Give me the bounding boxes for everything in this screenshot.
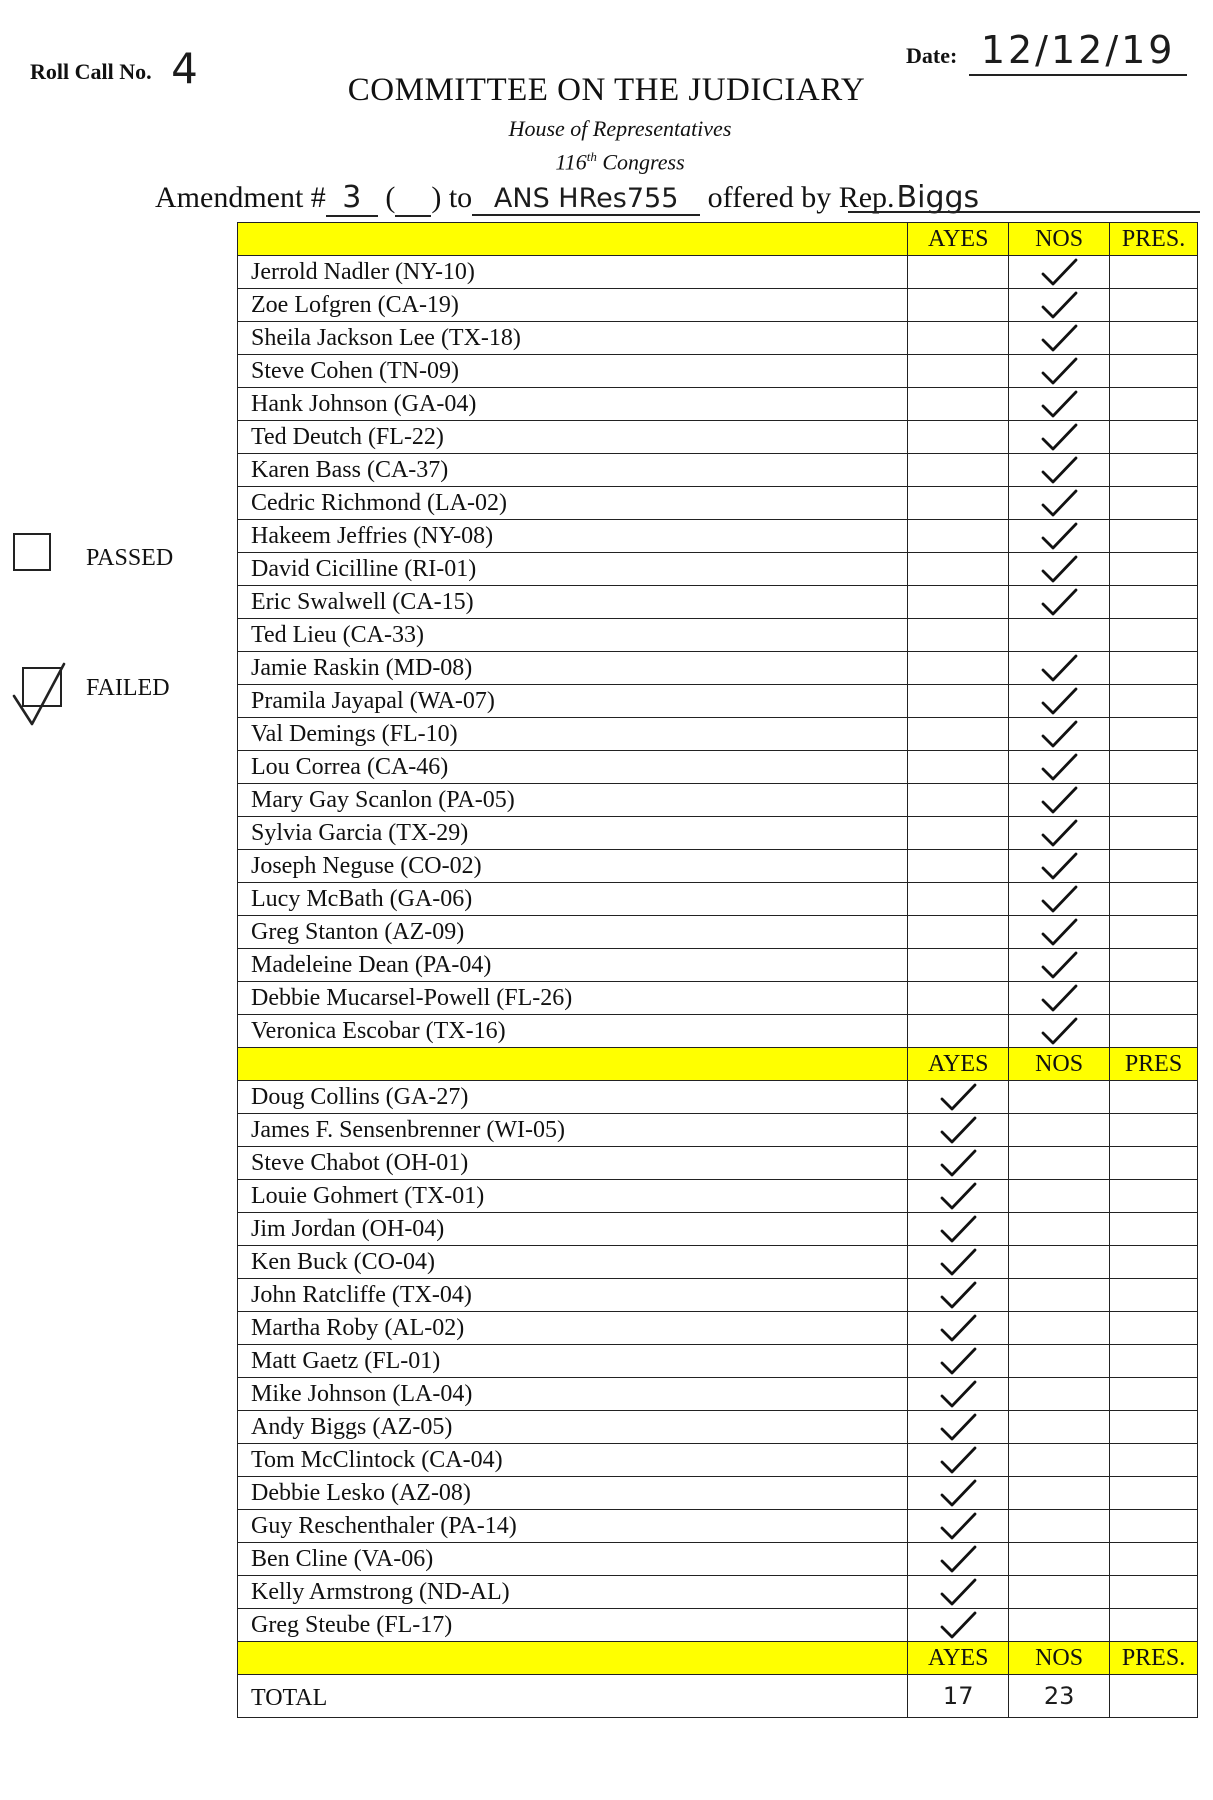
member-name: Greg Steube (FL-17): [238, 1609, 908, 1642]
passed-label: PASSED: [86, 545, 174, 571]
check-mark-icon: [1039, 785, 1079, 815]
failed-check-icon: [8, 660, 68, 730]
member-row: [238, 1411, 1198, 1444]
member-row: [238, 949, 1198, 982]
member-name: John Ratcliffe (TX-04): [238, 1279, 908, 1312]
member-row: [238, 454, 1198, 487]
nos-cell: [1009, 949, 1110, 982]
pres-cell: [1110, 1378, 1198, 1411]
member-name: Ted Lieu (CA-33): [238, 619, 908, 652]
ayes-cell: [908, 1510, 1009, 1543]
pres-cell: [1110, 1312, 1198, 1345]
member-name: Louie Gohmert (TX-01): [238, 1180, 908, 1213]
pres-cell: [1110, 1015, 1198, 1048]
ayes-cell: [908, 1609, 1009, 1642]
check-mark-icon: [1039, 290, 1079, 320]
pres-cell: [1110, 421, 1198, 454]
pres-header: PRES.: [1110, 1642, 1198, 1675]
member-name: Matt Gaetz (FL-01): [238, 1345, 908, 1378]
pres-cell: [1110, 355, 1198, 388]
pres-cell: [1110, 1609, 1198, 1642]
nos-cell: [1009, 718, 1110, 751]
member-name: Debbie Lesko (AZ-08): [238, 1477, 908, 1510]
nos-cell: [1009, 1411, 1110, 1444]
ayes-cell: [908, 1345, 1009, 1378]
pres-cell: [1110, 520, 1198, 553]
member-row: [238, 586, 1198, 619]
ayes-cell: [908, 850, 1009, 883]
nos-cell: [1009, 916, 1110, 949]
pres-cell: [1110, 784, 1198, 817]
nos-cell: [1009, 751, 1110, 784]
ayes-cell: [908, 520, 1009, 553]
nos-cell: [1009, 1081, 1110, 1114]
ayes-cell: [908, 1015, 1009, 1048]
check-mark-icon: [938, 1412, 978, 1442]
nos-cell: [1009, 520, 1110, 553]
pres-cell: [1110, 1147, 1198, 1180]
nos-cell: [1009, 289, 1110, 322]
roll-call-table: [237, 222, 1198, 1718]
ayes-cell: [908, 1543, 1009, 1576]
pres-cell: [1110, 1213, 1198, 1246]
member-name: Veronica Escobar (TX-16): [238, 1015, 908, 1048]
member-row: [238, 883, 1198, 916]
check-mark-icon: [938, 1544, 978, 1574]
pres-cell: [1110, 586, 1198, 619]
check-mark-icon: [938, 1379, 978, 1409]
pres-header: PRES.: [1110, 223, 1198, 256]
nos-cell: [1009, 1576, 1110, 1609]
pres-header: PRES: [1110, 1048, 1198, 1081]
member-name: Pramila Jayapal (WA-07): [238, 685, 908, 718]
member-name: Mike Johnson (LA-04): [238, 1378, 908, 1411]
member-row: [238, 1345, 1198, 1378]
pres-cell: [1110, 1576, 1198, 1609]
nos-cell: [1009, 817, 1110, 850]
ayes-cell: [908, 256, 1009, 289]
nos-cell: [1009, 1312, 1110, 1345]
pres-cell: [1110, 1510, 1198, 1543]
member-name: Jerrold Nadler (NY-10): [238, 256, 908, 289]
ayes-cell: [908, 1576, 1009, 1609]
pres-cell: [1110, 454, 1198, 487]
member-row: [238, 817, 1198, 850]
ayes-cell: [908, 586, 1009, 619]
member-row: [238, 784, 1198, 817]
member-name: Val Demings (FL-10): [238, 718, 908, 751]
member-name: Lucy McBath (GA-06): [238, 883, 908, 916]
member-name: Steve Cohen (TN-09): [238, 355, 908, 388]
member-name: Andy Biggs (AZ-05): [238, 1411, 908, 1444]
congress-suffix: th: [586, 149, 597, 164]
check-mark-icon: [938, 1610, 978, 1640]
total-nos: 23: [1009, 1675, 1110, 1718]
member-row: [238, 850, 1198, 883]
pres-cell: [1110, 982, 1198, 1015]
amendment-paren-close: ): [431, 181, 442, 214]
check-mark-icon: [1039, 818, 1079, 848]
nos-cell: [1009, 1147, 1110, 1180]
member-name: Lou Correa (CA-46): [238, 751, 908, 784]
check-mark-icon: [1039, 257, 1079, 287]
to-label: to: [448, 181, 473, 214]
roll-call-label: Roll Call No.: [30, 59, 152, 84]
ayes-cell: [908, 949, 1009, 982]
check-mark-icon: [1039, 356, 1079, 386]
ayes-cell: [908, 1147, 1009, 1180]
member-name: Sheila Jackson Lee (TX-18): [238, 322, 908, 355]
nos-cell: [1009, 586, 1110, 619]
pres-cell: [1110, 1345, 1198, 1378]
header-blank: [238, 1048, 908, 1081]
ayes-cell: [908, 1279, 1009, 1312]
member-row: [238, 916, 1198, 949]
ayes-cell: [908, 1312, 1009, 1345]
nos-header: NOS: [1009, 223, 1110, 256]
header-blank: [238, 223, 908, 256]
nos-cell: [1009, 784, 1110, 817]
member-row: [238, 619, 1198, 652]
pres-cell: [1110, 1411, 1198, 1444]
nos-cell: [1009, 883, 1110, 916]
member-name: Guy Reschenthaler (PA-14): [238, 1510, 908, 1543]
member-name: Ken Buck (CO-04): [238, 1246, 908, 1279]
nos-cell: [1009, 553, 1110, 586]
offered-by-label: offered by Rep.: [707, 181, 895, 214]
member-row: [238, 487, 1198, 520]
nos-cell: [1009, 1213, 1110, 1246]
ayes-cell: [908, 1411, 1009, 1444]
member-row: [238, 1279, 1198, 1312]
check-mark-icon: [1039, 587, 1079, 617]
pres-cell: [1110, 1279, 1198, 1312]
amendment-sub-blank: [395, 181, 431, 217]
nos-cell: [1009, 454, 1110, 487]
member-row: [238, 1180, 1198, 1213]
pres-cell: [1110, 1444, 1198, 1477]
nos-cell: [1009, 982, 1110, 1015]
check-mark-icon: [1039, 323, 1079, 353]
member-name: Greg Stanton (AZ-09): [238, 916, 908, 949]
pres-cell: [1110, 1114, 1198, 1147]
nos-cell: [1009, 355, 1110, 388]
check-mark-icon: [1039, 521, 1079, 551]
nos-header: NOS: [1009, 1642, 1110, 1675]
member-row: [238, 553, 1198, 586]
roll-call-number: 4: [171, 44, 198, 93]
ayes-cell: [908, 982, 1009, 1015]
check-mark-icon: [938, 1181, 978, 1211]
check-mark-icon: [938, 1346, 978, 1376]
nos-cell: [1009, 685, 1110, 718]
member-row: [238, 1114, 1198, 1147]
member-row: [238, 1312, 1198, 1345]
check-mark-icon: [1039, 488, 1079, 518]
pres-cell: [1110, 553, 1198, 586]
nos-cell: [1009, 1246, 1110, 1279]
member-row: [238, 751, 1198, 784]
nos-cell: [1009, 1180, 1110, 1213]
nos-cell: [1009, 322, 1110, 355]
member-row: [238, 1147, 1198, 1180]
ayes-cell: [908, 652, 1009, 685]
totals-header-row: [238, 1642, 1198, 1675]
check-mark-icon: [1039, 389, 1079, 419]
check-mark-icon: [938, 1445, 978, 1475]
member-name: David Cicilline (RI-01): [238, 553, 908, 586]
ayes-cell: [908, 454, 1009, 487]
pres-cell: [1110, 289, 1198, 322]
pres-cell: [1110, 883, 1198, 916]
member-row: [238, 1081, 1198, 1114]
ayes-header: AYES: [908, 223, 1009, 256]
member-name: Cedric Richmond (LA-02): [238, 487, 908, 520]
ayes-cell: [908, 1213, 1009, 1246]
member-row: [238, 520, 1198, 553]
pres-cell: [1110, 487, 1198, 520]
member-name: Steve Chabot (OH-01): [238, 1147, 908, 1180]
pres-cell: [1110, 1081, 1198, 1114]
ayes-cell: [908, 784, 1009, 817]
ayes-cell: [908, 487, 1009, 520]
check-mark-icon: [1039, 1016, 1079, 1046]
date-label: Date:: [906, 43, 958, 68]
ayes-cell: [908, 1444, 1009, 1477]
passed-checkbox: [13, 533, 51, 571]
member-row: [238, 1576, 1198, 1609]
check-mark-icon: [938, 1214, 978, 1244]
check-mark-icon: [1039, 719, 1079, 749]
member-row: [238, 256, 1198, 289]
ayes-header: AYES: [908, 1642, 1009, 1675]
chamber-subtitle: House of Representatives: [508, 116, 732, 141]
ayes-cell: [908, 916, 1009, 949]
member-name: Hank Johnson (GA-04): [238, 388, 908, 421]
pres-cell: [1110, 949, 1198, 982]
failed-label: FAILED: [86, 675, 170, 701]
ayes-cell: [908, 1477, 1009, 1510]
member-name: Madeleine Dean (PA-04): [238, 949, 908, 982]
pres-cell: [1110, 751, 1198, 784]
check-mark-icon: [938, 1577, 978, 1607]
nos-cell: [1009, 388, 1110, 421]
check-mark-icon: [938, 1478, 978, 1508]
nos-cell: [1009, 1444, 1110, 1477]
member-name: James F. Sensenbrenner (WI-05): [238, 1114, 908, 1147]
ayes-cell: [908, 751, 1009, 784]
date-value: 12/12/19: [969, 28, 1188, 76]
ayes-cell: [908, 718, 1009, 751]
amendment-paren-open: (: [385, 181, 396, 214]
committee-title: COMMITTEE ON THE JUDICIARY: [347, 72, 866, 108]
check-mark-icon: [938, 1148, 978, 1178]
total-pres: [1110, 1675, 1198, 1718]
check-mark-icon: [1039, 950, 1079, 980]
congress-word: Congress: [602, 149, 685, 175]
pres-cell: [1110, 322, 1198, 355]
check-mark-icon: [1039, 884, 1079, 914]
total-ayes: 17: [908, 1675, 1009, 1718]
nos-cell: [1009, 850, 1110, 883]
member-name: Martha Roby (AL-02): [238, 1312, 908, 1345]
amendment-number: 3: [326, 180, 378, 217]
pres-cell: [1110, 388, 1198, 421]
minority-header-row: [238, 1048, 1198, 1081]
measure-name: ANS HRes755: [472, 183, 700, 216]
ayes-cell: [908, 1378, 1009, 1411]
member-row: [238, 1246, 1198, 1279]
check-mark-icon: [938, 1313, 978, 1343]
sponsor-name: Biggs: [896, 180, 980, 215]
ayes-cell: [908, 1114, 1009, 1147]
member-name: Zoe Lofgren (CA-19): [238, 289, 908, 322]
nos-cell: [1009, 1378, 1110, 1411]
ayes-cell: [908, 289, 1009, 322]
ayes-cell: [908, 817, 1009, 850]
member-name: Debbie Mucarsel-Powell (FL-26): [238, 982, 908, 1015]
ayes-cell: [908, 685, 1009, 718]
pres-cell: [1110, 1477, 1198, 1510]
ayes-cell: [908, 388, 1009, 421]
congress-subtitle: [0, 149, 1213, 175]
pres-cell: [1110, 1180, 1198, 1213]
check-mark-icon: [1039, 554, 1079, 584]
member-row: [238, 289, 1198, 322]
member-name: Hakeem Jeffries (NY-08): [238, 520, 908, 553]
ayes-cell: [908, 1180, 1009, 1213]
member-row: [238, 718, 1198, 751]
member-name: Karen Bass (CA-37): [238, 454, 908, 487]
nos-cell: [1009, 1279, 1110, 1312]
nos-cell: [1009, 256, 1110, 289]
member-name: Ted Deutch (FL-22): [238, 421, 908, 454]
pres-cell: [1110, 619, 1198, 652]
check-mark-icon: [938, 1247, 978, 1277]
majority-header-row: [238, 223, 1198, 256]
nos-cell: [1009, 1543, 1110, 1576]
amendment-label: Amendment #: [155, 181, 326, 214]
pres-cell: [1110, 256, 1198, 289]
pres-cell: [1110, 1246, 1198, 1279]
nos-cell: [1009, 1114, 1110, 1147]
congress-number: 116: [555, 149, 587, 175]
member-name: Kelly Armstrong (ND-AL): [238, 1576, 908, 1609]
check-mark-icon: [1039, 686, 1079, 716]
ayes-cell: [908, 883, 1009, 916]
member-name: Mary Gay Scanlon (PA-05): [238, 784, 908, 817]
check-mark-icon: [1039, 422, 1079, 452]
nos-cell: [1009, 619, 1110, 652]
check-mark-icon: [938, 1082, 978, 1112]
member-row: [238, 1510, 1198, 1543]
pres-cell: [1110, 685, 1198, 718]
pres-cell: [1110, 1543, 1198, 1576]
ayes-header: AYES: [908, 1048, 1009, 1081]
nos-cell: [1009, 487, 1110, 520]
member-name: Eric Swalwell (CA-15): [238, 586, 908, 619]
check-mark-icon: [938, 1280, 978, 1310]
check-mark-icon: [1039, 752, 1079, 782]
check-mark-icon: [938, 1511, 978, 1541]
nos-header: NOS: [1009, 1048, 1110, 1081]
member-name: Tom McClintock (CA-04): [238, 1444, 908, 1477]
total-label: TOTAL: [238, 1675, 908, 1718]
nos-cell: [1009, 1477, 1110, 1510]
pres-cell: [1110, 850, 1198, 883]
check-mark-icon: [1039, 455, 1079, 485]
member-row: [238, 355, 1198, 388]
ayes-cell: [908, 322, 1009, 355]
ayes-cell: [908, 421, 1009, 454]
member-row: [238, 1015, 1198, 1048]
member-row: [238, 685, 1198, 718]
ayes-cell: [908, 1246, 1009, 1279]
pres-cell: [1110, 652, 1198, 685]
member-row: [238, 652, 1198, 685]
member-name: Sylvia Garcia (TX-29): [238, 817, 908, 850]
nos-cell: [1009, 1609, 1110, 1642]
member-name: Jamie Raskin (MD-08): [238, 652, 908, 685]
member-name: Jim Jordan (OH-04): [238, 1213, 908, 1246]
check-mark-icon: [1039, 983, 1079, 1013]
member-row: [238, 1543, 1198, 1576]
nos-cell: [1009, 1345, 1110, 1378]
nos-cell: [1009, 421, 1110, 454]
header-blank: [238, 1642, 908, 1675]
nos-cell: [1009, 652, 1110, 685]
member-row: [238, 1609, 1198, 1642]
pres-cell: [1110, 817, 1198, 850]
check-mark-icon: [938, 1115, 978, 1145]
member-row: [238, 1378, 1198, 1411]
pres-cell: [1110, 916, 1198, 949]
nos-cell: [1009, 1510, 1110, 1543]
member-row: [238, 388, 1198, 421]
member-name: Ben Cline (VA-06): [238, 1543, 908, 1576]
ayes-cell: [908, 619, 1009, 652]
member-name: Doug Collins (GA-27): [238, 1081, 908, 1114]
check-mark-icon: [1039, 917, 1079, 947]
sponsor-underline: [848, 211, 1200, 213]
member-row: [238, 421, 1198, 454]
nos-cell: [1009, 1015, 1110, 1048]
member-row: [238, 1477, 1198, 1510]
total-row: [238, 1675, 1198, 1718]
member-name: Joseph Neguse (CO-02): [238, 850, 908, 883]
ayes-cell: [908, 355, 1009, 388]
pres-cell: [1110, 718, 1198, 751]
member-row: [238, 982, 1198, 1015]
date-field: [906, 28, 1187, 76]
check-mark-icon: [1039, 653, 1079, 683]
ayes-cell: [908, 1081, 1009, 1114]
member-row: [238, 1213, 1198, 1246]
member-row: [238, 322, 1198, 355]
ayes-cell: [908, 553, 1009, 586]
check-mark-icon: [1039, 851, 1079, 881]
member-row: [238, 1444, 1198, 1477]
